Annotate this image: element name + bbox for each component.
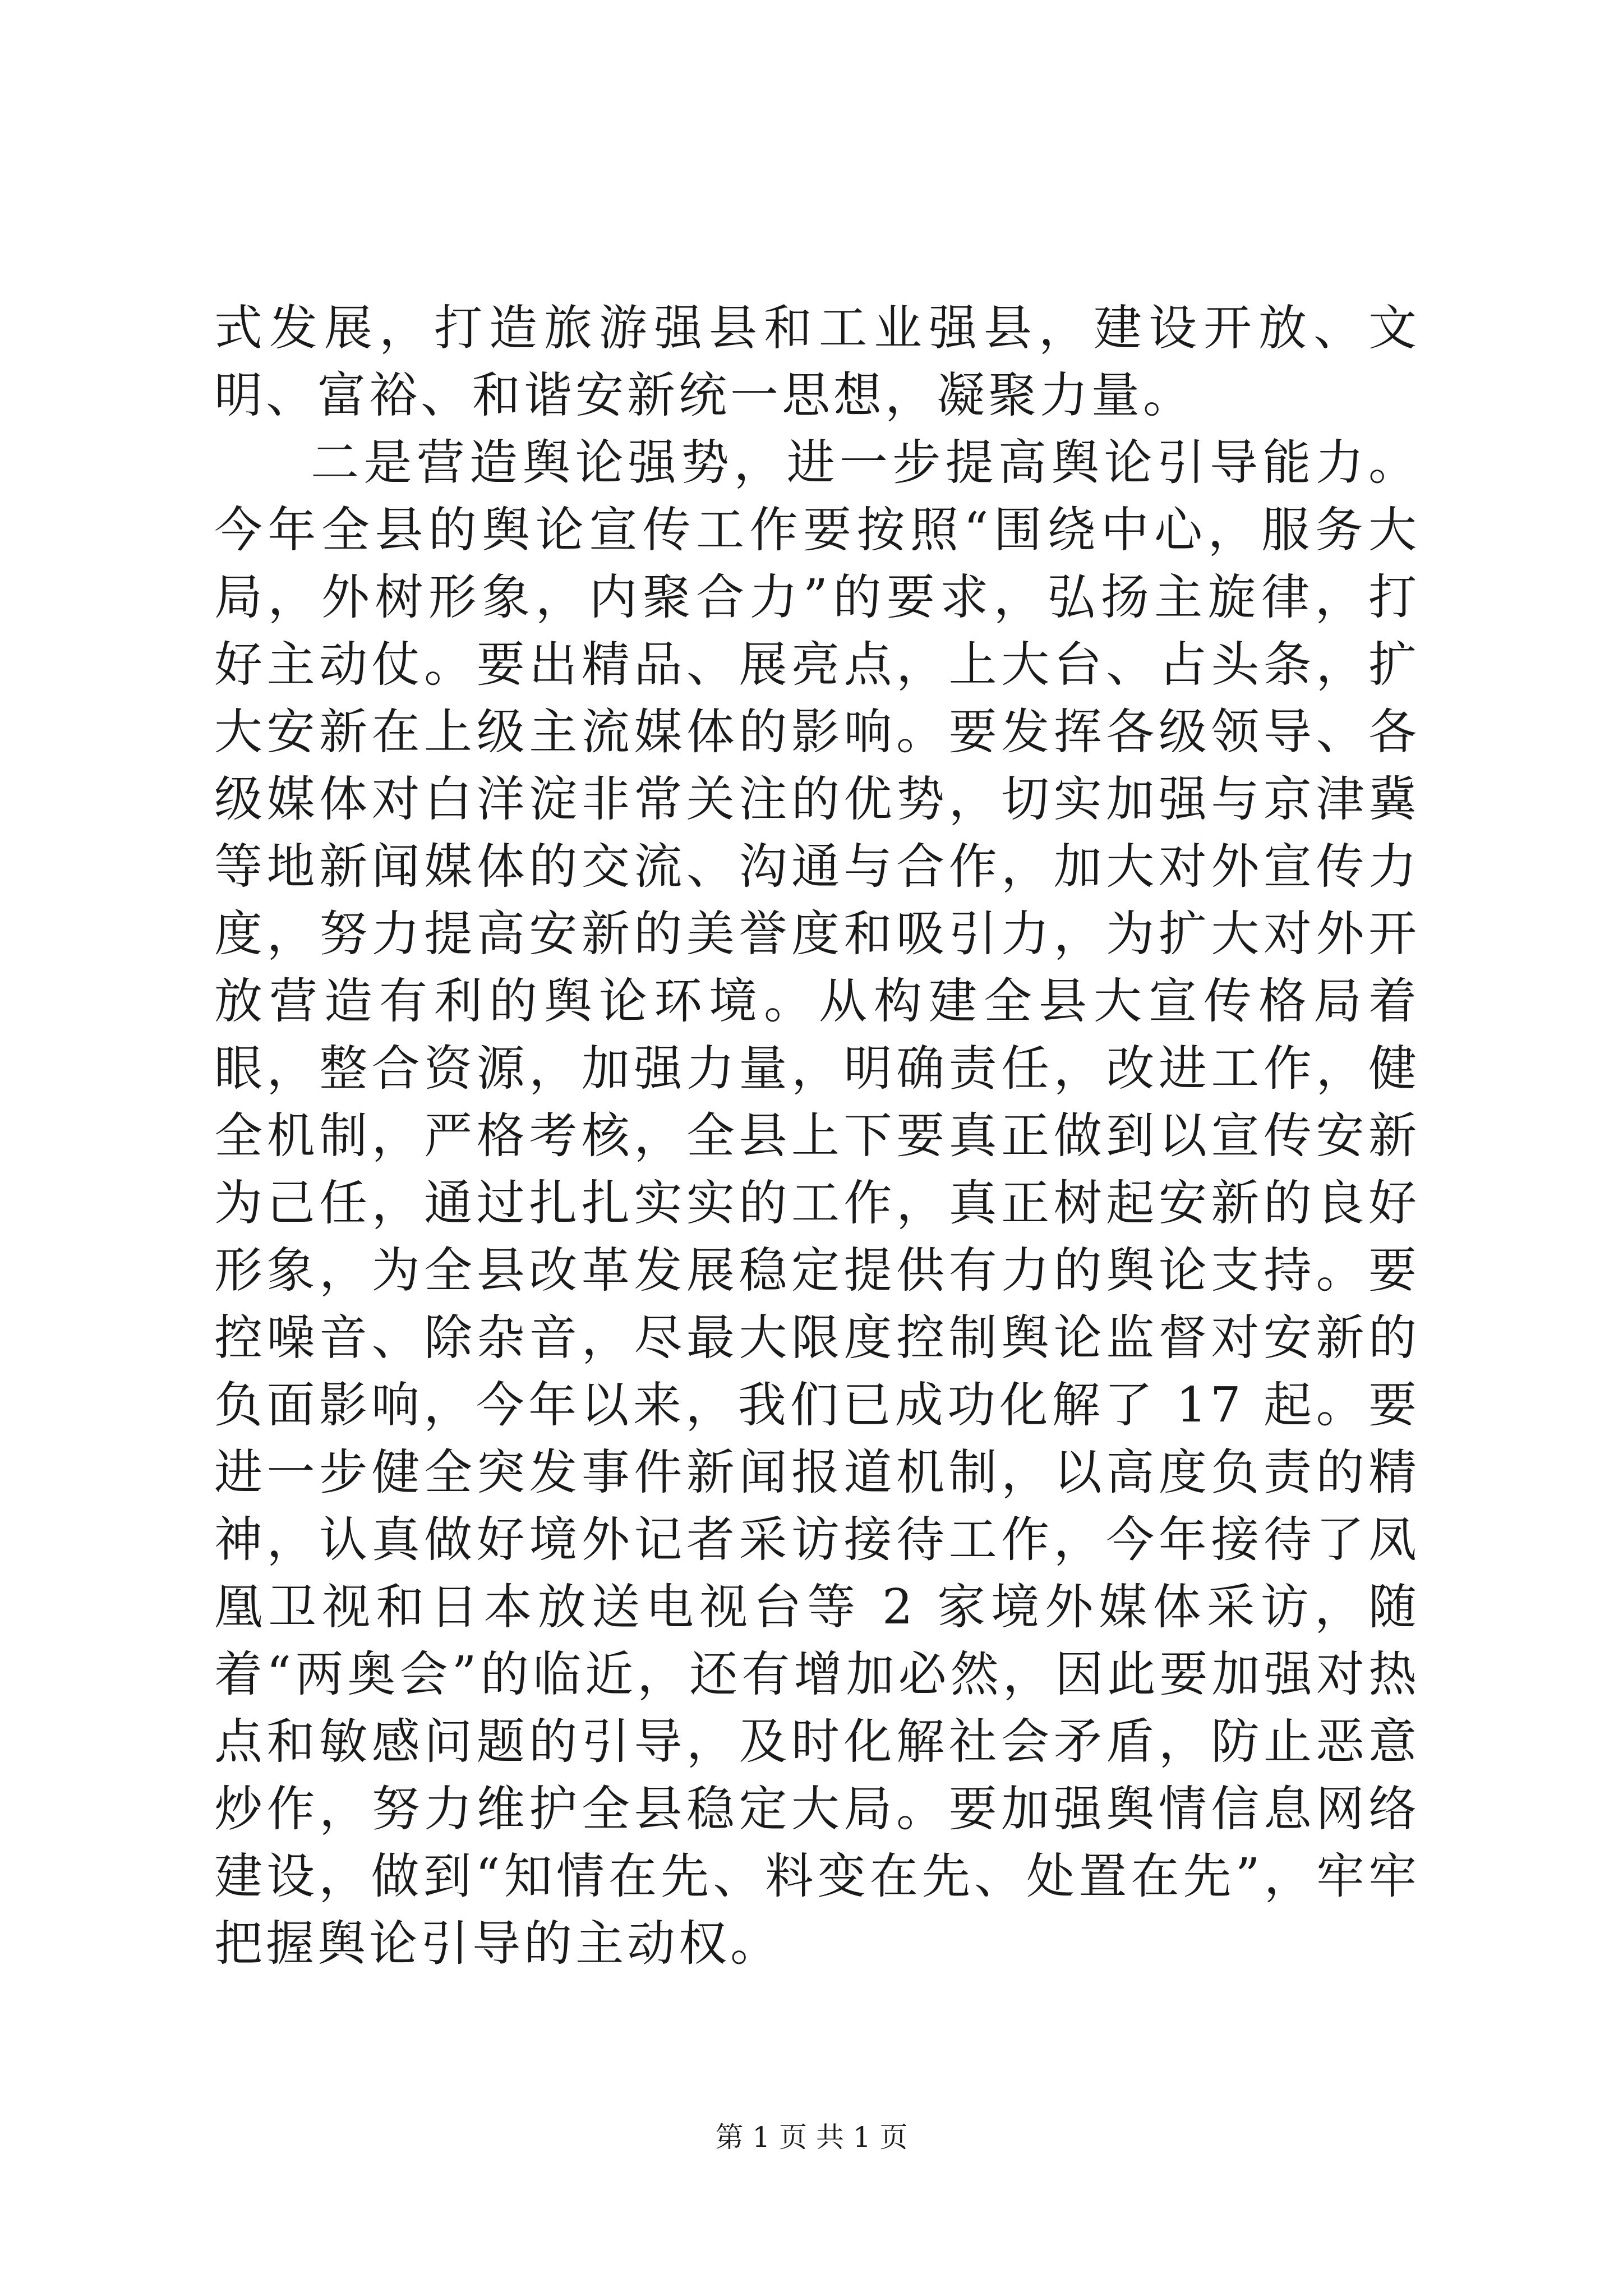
paragraph-public-opinion: 二是营造舆论强势，进一步提高舆论引导能力。今年全县的舆论宣传工作要按照“围绕中心，服务大局，外树形象，内聚合力”的要求，弘扬主旋律，打好主动仗。要出精品、展亮点，上大台、占头条，扩大安新在上级主流媒体的影响。要发挥各级领导、各级媒体对白洋淀非常关注的优势，切实加强与京津冀等地新闻媒体的交流、沟通与合作，加大对外宣传力度，努力提高安新的美誉度和吸引力，为扩大对外开放营造有利的舆论环境。从构建全县大宣传格局着眼，整合资源，加强力量，明确责任，改进工作，健全机制，严格考核，全县上下要真正做到以宣传安新为己任，通过扎扎实实的工作，真正树起安新的良好形象，为全县改革发展稳定提供有力的舆论支持。要控噪音、除杂音，尽最大限度控制舆论监督对安新的负面影响，今年以来，我们已成功化解了 17 起。要进一步健全突发事件新闻报道机制，以高度负责的精神，认真做好境外记者采访接待工作，今年接待了凤凰卫视和日本放送电视台等 2 家境外媒体采访，随着“两奥会”的临近，还有增加必然，因此要加强对热点和敏感问题的引导，及时化解社会矛盾，防止恶意炒作，努力维护全县稳定大局。要加强舆情信息网络建设，做到“知情在先、料变在先、处置在先”，牢牢把握舆论引导的主动权。 (214, 435, 1420, 1972)
paragraph-continuation: 式发展，打造旅游强县和工业强县，建设开放、文明、富裕、和谐安新统一思想，凝聚力量。 (214, 300, 1420, 424)
page-footer: 第 1 页 共 1 页 (715, 2121, 908, 2154)
document-body (214, 295, 1420, 1977)
